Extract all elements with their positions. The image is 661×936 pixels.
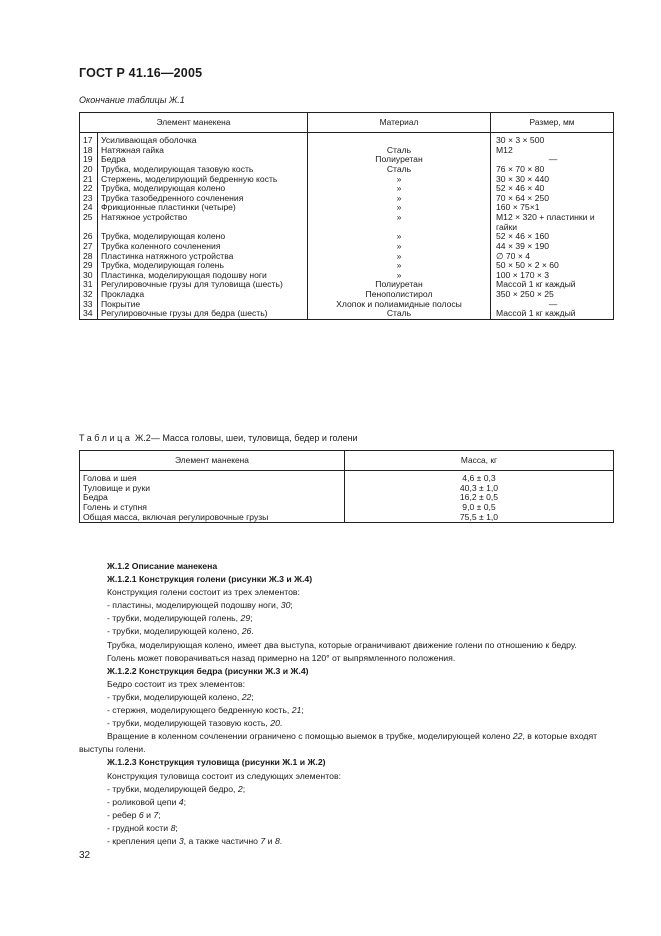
row-number: 33 <box>80 300 98 310</box>
subsection-heading: Ж.1.2.3 Конструкция туловища (рисунки Ж.1 и Ж.2) <box>107 757 326 768</box>
list-item: - ребер 6 и 7; <box>107 809 161 820</box>
row-element: Бедра <box>80 493 345 503</box>
body-text <box>79 560 616 848</box>
row-size: — <box>491 300 614 310</box>
row-mass: 4,6 ± 0,3 <box>345 471 614 484</box>
row-material: Пенополистирол <box>308 290 491 300</box>
row-material: » <box>308 271 491 281</box>
list-item: - трубки, моделирующей тазовую кость, 20. <box>107 718 283 729</box>
row-number: 34 <box>80 309 98 319</box>
row-number: 18 <box>80 146 98 156</box>
row-number: 21 <box>80 175 98 185</box>
row-element: Пластинка натяжного устройства <box>98 252 308 262</box>
row-material: Сталь <box>308 165 491 175</box>
row-size: Массой 1 кг каждый <box>491 280 614 290</box>
row-element: Трубка, моделирующая голень <box>98 261 308 271</box>
table1-header-material: Материал <box>308 113 491 133</box>
row-size: ∅ 70 × 4 <box>491 252 614 262</box>
list-item: - трубки, моделирующей колено, 22; <box>107 691 254 702</box>
row-material: » <box>308 184 491 194</box>
row-number: 26 <box>80 232 98 242</box>
row-element: Усиливающая оболочка <box>98 133 308 146</box>
table2-header-row <box>80 451 614 471</box>
paragraph: Голень может поворачиваться назад примерно на 120° от выпрямленного положения. <box>107 652 456 663</box>
table2-caption-title: Ж.2— Масса головы, шеи, туловища, бедер и голени <box>132 433 358 443</box>
paragraph: Вращение в коленном сочленении ограничено с помощью выемок в трубке, моделирующей колено 22, в которые входят выступы голени. <box>79 731 598 755</box>
row-material: » <box>308 261 491 271</box>
row-mass: 75,5 ± 1,0 <box>345 513 614 523</box>
row-material: » <box>308 232 491 242</box>
row-size: 100 × 170 × 3 <box>491 271 614 281</box>
list-item: - пластины, моделирующей подошву ноги, 30; <box>107 600 293 611</box>
row-number: 23 <box>80 194 98 204</box>
subsection-heading: Ж.1.2.2 Конструкция бедра (рисунки Ж.3 и Ж.4) <box>107 665 309 676</box>
row-mass: 9,0 ± 0,5 <box>345 503 614 513</box>
table-row <box>80 493 614 503</box>
table-row <box>80 133 614 146</box>
table2-caption-prefix: Таблица <box>79 433 133 443</box>
row-mass: 40,3 ± 1,0 <box>345 484 614 494</box>
table-row <box>80 484 614 494</box>
table-row <box>80 309 614 319</box>
paragraph: Конструкция голени состоит из трех элементов: <box>107 587 300 598</box>
row-element: Натяжное устройство <box>98 213 308 232</box>
row-element: Натяжная гайка <box>98 146 308 156</box>
row-size: M12 × 320 + пластинки и гайки <box>491 213 614 232</box>
row-material: » <box>308 242 491 252</box>
row-number: 29 <box>80 261 98 271</box>
row-size: 76 × 70 × 80 <box>491 165 614 175</box>
row-number: 22 <box>80 184 98 194</box>
row-number: 19 <box>80 155 98 165</box>
table-row <box>80 213 614 232</box>
row-material: » <box>308 213 491 232</box>
table1 <box>79 112 614 320</box>
table2-body <box>80 471 614 523</box>
paragraph: Трубка, моделирующая колено, имеет два выступа, которые ограничивают движение голени по отношению к бедру. <box>107 639 577 650</box>
table2-header-element: Элемент манекена <box>80 451 345 471</box>
page-number: 32 <box>79 850 91 861</box>
table2 <box>79 450 614 523</box>
row-size: 44 × 39 × 190 <box>491 242 614 252</box>
row-element: Общая масса, включая регулировочные грузы <box>80 513 345 523</box>
row-size: 50 × 50 × 2 × 60 <box>491 261 614 271</box>
row-material: Полиуретан <box>308 155 491 165</box>
row-number: 27 <box>80 242 98 252</box>
row-material: » <box>308 194 491 204</box>
table-row <box>80 513 614 523</box>
row-element: Стержень, моделирующий бедренную кость <box>98 175 308 185</box>
table1-caption: Окончание таблицы Ж.1 <box>79 95 185 105</box>
document-header: ГОСТ Р 41.16—2005 <box>79 66 203 80</box>
row-material: Хлопок и полиамидные полосы <box>308 300 491 310</box>
row-number: 31 <box>80 280 98 290</box>
row-size: 52 × 46 × 160 <box>491 232 614 242</box>
row-material <box>308 133 491 146</box>
row-element: Регулировочные грузы для туловища (шесть) <box>98 280 308 290</box>
row-element: Голова и шея <box>80 471 345 484</box>
row-element: Бедра <box>98 155 308 165</box>
row-material: » <box>308 252 491 262</box>
row-size: 30 × 30 × 440 <box>491 175 614 185</box>
row-material: Полиуретан <box>308 280 491 290</box>
section-heading: Ж.1.2 Описание манекена <box>107 561 218 571</box>
row-size: — <box>491 155 614 165</box>
subsection-heading: Ж.1.2.1 Конструкция голени (рисунки Ж.3 и Ж.4) <box>107 574 313 585</box>
row-number: 24 <box>80 203 98 213</box>
list-item: - стержня, моделирующего бедренную кость, 21; <box>107 705 304 716</box>
row-element: Прокладка <box>98 290 308 300</box>
row-size: 30 × 3 × 500 <box>491 133 614 146</box>
row-element: Трубка, моделирующая колено <box>98 232 308 242</box>
list-item: - роликовой цепи 4; <box>107 796 186 807</box>
list-item: - трубки, моделирующей голень, 29; <box>107 613 253 624</box>
table1-body <box>80 133 614 320</box>
table1-header-element: Элемент манекена <box>80 113 308 133</box>
row-element: Пластинка, моделирующая подошву ноги <box>98 271 308 281</box>
row-material: » <box>308 175 491 185</box>
row-element: Фрикционные пластинки (четыре) <box>98 203 308 213</box>
row-material: Сталь <box>308 309 491 319</box>
table1-header-size: Размер, мм <box>491 113 614 133</box>
row-number: 32 <box>80 290 98 300</box>
row-number: 25 <box>80 213 98 232</box>
row-size: M12 <box>491 146 614 156</box>
row-size: 52 × 46 × 40 <box>491 184 614 194</box>
row-size: 70 × 64 × 250 <box>491 194 614 204</box>
paragraph: Бедро состоит из трех элементов: <box>107 678 246 689</box>
list-item: - грудной кости 8; <box>107 822 178 833</box>
list-item: - крепления цепи 3, а также частично 7 и 8. <box>107 835 283 846</box>
row-element: Трубка коленного сочленения <box>98 242 308 252</box>
table-row <box>80 146 614 156</box>
row-element: Голень и ступня <box>80 503 345 513</box>
row-element: Трубка тазобедренного сочленения <box>98 194 308 204</box>
row-mass: 16,2 ± 0,5 <box>345 493 614 503</box>
table-row <box>80 471 614 484</box>
table2-caption <box>79 433 358 443</box>
row-element: Покрытие <box>98 300 308 310</box>
table2-header-mass: Масса, кг <box>345 451 614 471</box>
list-item: - трубки, моделирующей колено, 26. <box>107 626 254 637</box>
row-size: Массой 1 кг каждый <box>491 309 614 319</box>
row-number: 17 <box>80 133 98 146</box>
table1-header-row <box>80 113 614 133</box>
row-element: Трубка, моделирующая колено <box>98 184 308 194</box>
row-material: » <box>308 203 491 213</box>
row-element: Регулировочные грузы для бедра (шесть) <box>98 309 308 319</box>
row-number: 28 <box>80 252 98 262</box>
row-size: 160 × 75×1 <box>491 203 614 213</box>
list-item: - трубки, моделирующей бедро, 2; <box>107 783 246 794</box>
row-element: Трубка, моделирующая тазовую кость <box>98 165 308 175</box>
paragraph: Конструкция туловища состоит из следующих элементов: <box>107 770 341 781</box>
row-element: Туловище и руки <box>80 484 345 494</box>
row-material: Сталь <box>308 146 491 156</box>
row-size: 350 × 250 × 25 <box>491 290 614 300</box>
row-number: 20 <box>80 165 98 175</box>
row-number: 30 <box>80 271 98 281</box>
